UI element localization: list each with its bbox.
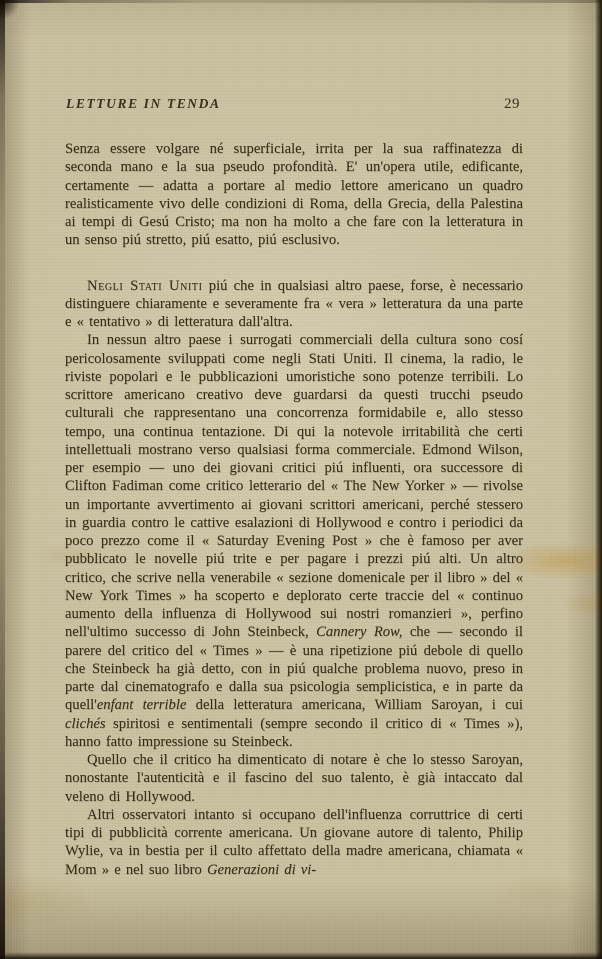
text-run: Quello che il critico ha dimenticato di notare è che lo stesso Saroyan, nonostante l'autenticità e il fascino del suo talento, è già intaccato dal veleno di Hollywood. bbox=[65, 752, 523, 805]
italic-run: clichés bbox=[65, 715, 106, 732]
italic-run: Generazioni di vi- bbox=[206, 861, 317, 878]
scan-edge-right bbox=[595, 0, 602, 959]
text-run: Altri osservatori intanto si occupano dell'influenza corruttrice di certi tipi di pubblicità corrente americana. Un giovane autore di talento, Philip Wylie, va in bestia per il culto affettato della madre americana, chiamata « Mom » e nel suo libro bbox=[65, 806, 523, 878]
running-head-title: LETTURE IN TENDA bbox=[66, 96, 221, 111]
text-run: che — secondo il parere del critico del « Times » — è una ripetizione piú debole di quello che Steinbeck ha già detto, con in piú qualche problema nuovo, preso in parte dal cinematografo e dalla sua psicologia semplicistica, e in parte da quell' bbox=[65, 624, 523, 714]
scan-edge-bottom bbox=[0, 952, 602, 959]
text-run: spiritosi e sentimentali (sempre secondo il critico di « Times »), hanno fatto impressione su Steinbeck. bbox=[65, 715, 523, 750]
paragraph bbox=[65, 806, 523, 879]
paragraph bbox=[65, 331, 523, 751]
text-run: In nessun altro paese i surrogati commerciali della cultura sono cosí pericolosamente sviluppati come negli Stati Uniti. Il cinema, la radio, le riviste popolari e le pubblicazioni umoristiche sono potenze terribili. Lo scrittore americano creativo deve guardarsi da questi trucchi pseudo culturali che rappresentano una concorrenza formidabile e, allo stesso tempo, una continua tentazione. Di qui la notevole irritabilità che certi intellettuali mostrano verso qualsiasi forma commerciale. Edmond Wilson, per esempio — uno dei giovani critici piú influenti, ora successore di Clifton Fadiman come critico letterario del « The New Yorker » — rivolse un importante avvertimento ai giovani scrittori americani, perché stessero in guardia contro le cattive esalazioni di Hollywood e contro i periodici da poco prezzo come il « Saturday Evening Post » che è famoso per aver pubblicato le novelle piú trite e per pagare i prezzi piú alti. Un altro critico, che scrive nella venerabile « sezione domenicale per il libro » del « New York Times » ha scoperto e deplorato certe traccie del « continuo aumento della influenza di Hollywood sui nostri romanzieri », perfino nell'ultimo successo di John Steinbeck, bbox=[65, 332, 523, 641]
scan-edge-top bbox=[0, 0, 602, 3]
scan-edge-left bbox=[0, 0, 5, 959]
page-number: 29 bbox=[504, 96, 520, 112]
smallcaps-run: Negli Stati Uniti bbox=[87, 277, 203, 294]
text-run: della letteratura americana, William Saroyan, i cui bbox=[186, 697, 523, 714]
italic-run: enfant terrible bbox=[96, 697, 187, 714]
text-block bbox=[65, 140, 523, 879]
text-run: Senza essere volgare né superficiale, irrita per la sua raffinatezza di seconda mano e la sua pseudo profondità. E' un'opera utile, edificante, certamente — adatta a portare al medio lettore americano un quadro realisticamente vivo delle condizioni di Roma, della Grecia, della Palestina ai tempi di Gesú Cristo; ma non ha molto a che fare con la letteratura in un senso piú stretto, piú esatto, piú esclusivo. bbox=[65, 141, 523, 249]
paragraph bbox=[65, 140, 523, 250]
italic-run: Cannery Row, bbox=[316, 624, 403, 641]
text-run: piú che in qualsiasi altro paese, forse, è necessario distinguere chiaramente e severamente fra « vera » letteratura da una parte e « tentativo » di letteratura dall'altra. bbox=[65, 277, 523, 330]
running-head bbox=[66, 96, 522, 113]
scan-corner-top-left bbox=[0, 0, 20, 18]
paragraph bbox=[65, 751, 523, 806]
paragraph bbox=[65, 277, 523, 332]
